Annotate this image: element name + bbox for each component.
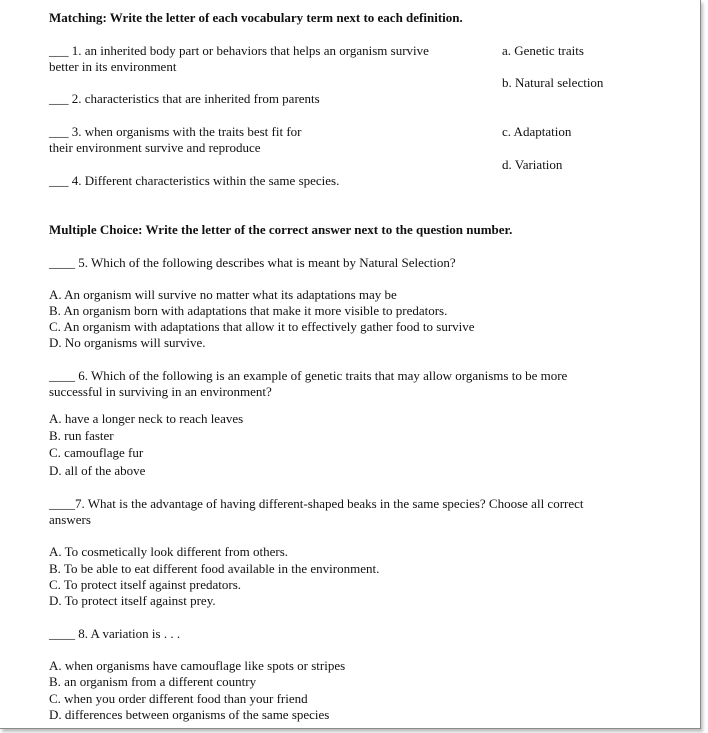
q5-option-a: A. An organism will survive no matter what its adaptations may be [49, 287, 397, 302]
matching-q3-line2: their environment survive and reproduce [49, 140, 261, 155]
q7-option-c: C. To protect itself against predators. [49, 577, 241, 592]
q7-question-line1: ____7. What is the advantage of having different-shaped beaks in the same species? Choose all correct [49, 496, 584, 511]
q7-question-line2: answers [49, 512, 91, 527]
term-d: d. Variation [502, 157, 563, 172]
term-b: b. Natural selection [502, 75, 604, 90]
q6-option-b: B. run faster [49, 428, 114, 443]
q7-option-a: A. To cosmetically look different from others. [49, 544, 289, 559]
matching-q1-line1: ___ 1. an inherited body part or behaviors that helps an organism survive [49, 43, 429, 58]
matching-q1-line2: better in its environment [49, 59, 177, 74]
q5-question: ____ 5. Which of the following describes what is meant by Natural Selection? [49, 255, 456, 270]
q5-option-b: B. An organism born with adaptations that make it more visible to predators. [49, 303, 448, 318]
term-a: a. Genetic traits [502, 43, 584, 58]
q6-option-a: A. have a longer neck to reach leaves [49, 411, 244, 426]
q5-option-d: D. No organisms will survive. [49, 335, 206, 350]
q6-option-c: C. camouflage fur [49, 445, 144, 460]
matching-q3-line1: ___ 3. when organisms with the traits best fit for [49, 124, 302, 139]
q8-option-c: C. when you order different food than your friend [49, 691, 308, 706]
mc-heading: Multiple Choice: Write the letter of the correct answer next to the question number. [49, 222, 513, 237]
matching-q2: ___ 2. characteristics that are inherited from parents [49, 91, 320, 106]
q7-option-d: D. To protect itself against prey. [49, 593, 216, 608]
term-c: c. Adaptation [502, 124, 572, 139]
q8-question: ____ 8. A variation is . . . [49, 626, 181, 641]
q8-option-d: D. differences between organisms of the same species [49, 707, 330, 722]
q8-option-b: B. an organism from a different country [49, 674, 257, 689]
q6-option-d: D. all of the above [49, 463, 146, 478]
matching-heading: Matching: Write the letter of each vocabulary term next to each definition. [49, 10, 463, 25]
matching-q4: ___ 4. Different characteristics within the same species. [49, 173, 340, 188]
q5-option-c: C. An organism with adaptations that allow it to effectively gather food to survive [49, 319, 475, 334]
q7-option-b: B. To be able to eat different food available in the environment. [49, 561, 380, 576]
q6-question-line1: ____ 6. Which of the following is an example of genetic traits that may allow organisms to be more [49, 368, 568, 383]
q8-option-a: A. when organisms have camouflage like spots or stripes [49, 658, 346, 673]
q6-question-line2: successful in surviving in an environment? [49, 384, 272, 399]
